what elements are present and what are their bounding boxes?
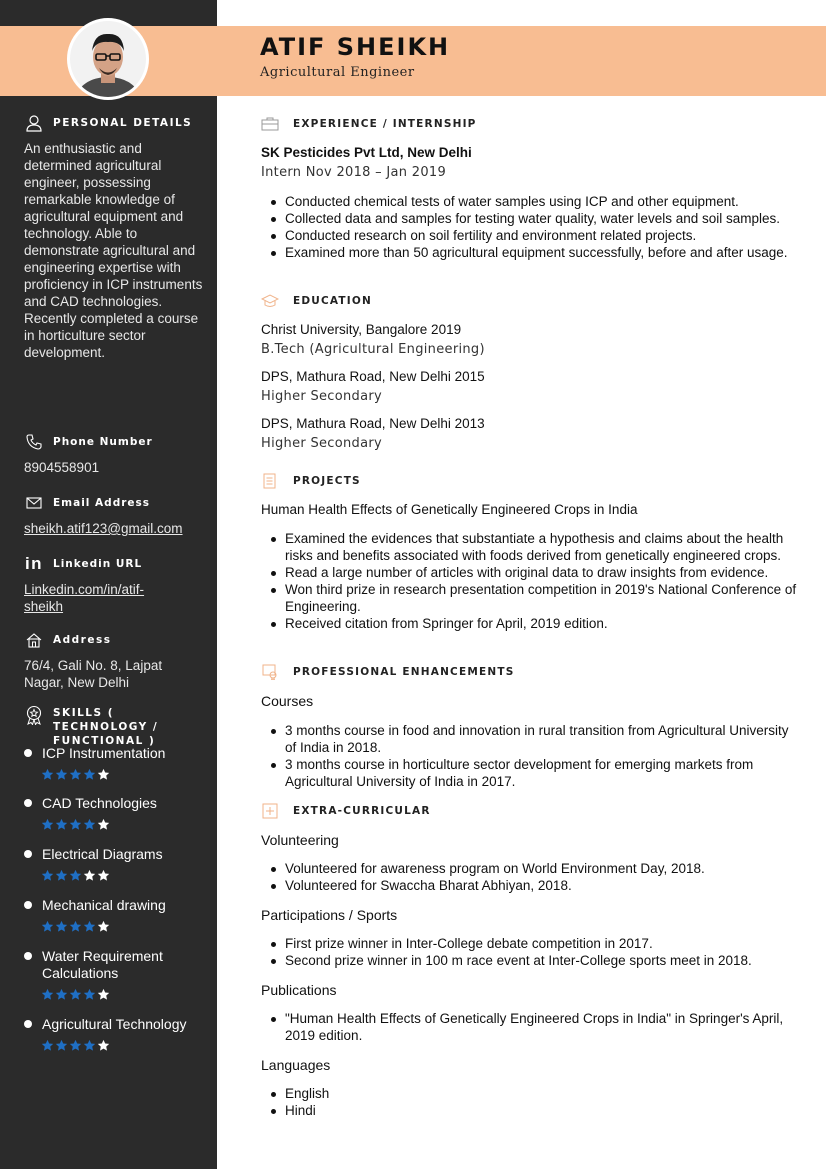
star-filled-icon [83, 1039, 96, 1052]
education-school: DPS, Mathura Road, New Delhi 2015 [261, 369, 485, 384]
star-filled-icon [69, 988, 82, 1001]
education-degree: Higher Secondary [261, 436, 382, 451]
address-value: 76/4, Gali No. 8, Lajpat Nagar, New Delhi [24, 658, 163, 690]
phone-value[interactable]: 8904558901 [24, 460, 100, 475]
star-filled-icon [41, 818, 54, 831]
phone-icon [24, 433, 44, 451]
star-filled-icon [83, 818, 96, 831]
skill-label: Electrical Diagrams [42, 846, 163, 862]
award-icon [24, 706, 44, 724]
bullet-dot [24, 952, 32, 960]
courses-bullets [261, 722, 801, 790]
star-filled-icon [55, 768, 68, 781]
skills-heading-text: SKILLS ( TECHNOLOGY / FUNCTIONAL ) [53, 707, 159, 747]
extracurricular-group-title: Publications [261, 982, 337, 998]
experience-company: SK Pesticides Pvt Ltd, New Delhi [261, 145, 472, 160]
star-filled-icon [83, 768, 96, 781]
education-heading [261, 293, 801, 309]
personal-details-section [24, 114, 204, 361]
star-empty-icon [97, 1039, 110, 1052]
list-item: Hindi [261, 1102, 801, 1119]
star-filled-icon [69, 768, 82, 781]
linkedin-section [24, 555, 204, 615]
extracurricular-groups [261, 832, 801, 1119]
list-item: Won third prize in research presentation competition in 2019's National Conference of Engineering. [261, 581, 801, 615]
education-school: DPS, Mathura Road, New Delhi 2013 [261, 416, 485, 431]
skill-rating [41, 920, 204, 933]
star-filled-icon [83, 988, 96, 1001]
education-heading-text: EDUCATION [293, 295, 373, 307]
star-filled-icon [41, 768, 54, 781]
experience-period: Intern Nov 2018 – Jan 2019 [261, 165, 447, 180]
certificate-icon [261, 664, 279, 680]
extracurricular-section [261, 803, 801, 1119]
education-degree: B.Tech (Agricultural Engineering) [261, 342, 485, 357]
email-section [24, 494, 204, 537]
skill-label: Mechanical drawing [42, 897, 166, 913]
enhancements-section [261, 664, 801, 790]
list-item: Examined more than 50 agricultural equipment successfully, before and after usage. [261, 244, 801, 261]
list-item: Read a large number of articles with original data to draw insights from evidence. [261, 564, 801, 581]
skill-rating [41, 988, 204, 1001]
home-icon [24, 631, 44, 649]
extracurricular-group-title: Participations / Sports [261, 907, 398, 923]
phone-heading [24, 433, 204, 451]
skill-rating [41, 869, 204, 882]
skill-label: Agricultural Technology [42, 1016, 187, 1032]
skill-item [24, 897, 204, 933]
star-filled-icon [69, 920, 82, 933]
extracurricular-bullets [261, 860, 801, 894]
extracurricular-bullets [261, 935, 801, 969]
phone-section [24, 433, 204, 476]
skill-label: ICP Instrumentation [42, 745, 166, 761]
star-filled-icon [69, 818, 82, 831]
email-heading [24, 494, 204, 512]
star-filled-icon [69, 869, 82, 882]
email-link[interactable]: sheikh.atif123@gmail.com [24, 521, 183, 536]
list-item: Received citation from Springer for April, 2019 edition. [261, 615, 801, 632]
bullet-dot [24, 799, 32, 807]
experience-heading [261, 116, 801, 132]
list-item: Conducted chemical tests of water samples using ICP and other equipment. [261, 193, 801, 210]
projects-heading [261, 473, 801, 489]
star-filled-icon [55, 920, 68, 933]
address-section [24, 631, 204, 691]
star-filled-icon [83, 920, 96, 933]
list-item: 3 months course in food and innovation in rural transition from Agricultural University of India in 2018. [261, 722, 801, 756]
education-section [261, 293, 801, 451]
skill-label: CAD Technologies [42, 795, 157, 811]
extracurricular-bullets [261, 1085, 801, 1119]
personal-details-heading [24, 114, 204, 132]
bullet-dot [24, 749, 32, 757]
education-list [261, 322, 801, 451]
star-filled-icon [41, 869, 54, 882]
star-empty-icon [97, 988, 110, 1001]
project-bullets [261, 530, 801, 632]
address-heading [24, 631, 204, 649]
star-filled-icon [55, 869, 68, 882]
bullet-dot [24, 901, 32, 909]
star-empty-icon [97, 768, 110, 781]
graduation-cap-icon [261, 293, 279, 309]
star-filled-icon [55, 988, 68, 1001]
bullet-dot [24, 850, 32, 858]
list-item: Volunteered for Swaccha Bharat Abhiyan, 2018. [261, 877, 801, 894]
skills-section [24, 706, 204, 748]
profile-photo-icon [70, 21, 146, 97]
linkedin-heading [24, 555, 204, 573]
document-icon [261, 473, 279, 489]
star-empty-icon [97, 920, 110, 933]
phone-heading-text: Phone Number [53, 436, 153, 448]
star-filled-icon [41, 1039, 54, 1052]
experience-section [261, 116, 801, 261]
projects-heading-text: PROJECTS [293, 475, 361, 487]
star-filled-icon [55, 818, 68, 831]
personal-summary: An enthusiastic and determined agricultural engineer, possessing remarkable knowledge of agricultural equipment and technology. Able to demonstrate agricultural and engineering expertise with proficiency in ICP instruments and CAD technologies. Recently completed a course in horticulture sector development. [24, 141, 203, 360]
extracurricular-heading-text: EXTRA-CURRICULAR [293, 805, 431, 817]
linkedin-link[interactable]: Linkedin.com/in/atif-sheikh [24, 582, 145, 614]
enhancements-heading [261, 664, 801, 680]
skill-item [24, 745, 204, 781]
plus-box-icon [261, 803, 279, 819]
experience-heading-text: EXPERIENCE / INTERNSHIP [293, 118, 477, 130]
list-item: 3 months course in horticulture sector development for emerging markets from Agricultural University of India in 2017. [261, 756, 801, 790]
skill-item [24, 795, 204, 831]
skill-item [24, 948, 204, 1001]
extracurricular-heading [261, 803, 801, 819]
star-filled-icon [69, 1039, 82, 1052]
skill-item [24, 846, 204, 882]
extracurricular-group-title: Volunteering [261, 832, 339, 848]
education-school: Christ University, Bangalore 2019 [261, 322, 462, 337]
list-item: Collected data and samples for testing water quality, water levels and soil samples. [261, 210, 801, 227]
projects-section [261, 473, 801, 632]
skill-rating [41, 818, 204, 831]
list-item: Examined the evidences that substantiate a hypothesis and claims about the health risks and benefits associated with foods derived from genetically engineered crops. [261, 530, 801, 564]
courses-subheading: Courses [261, 693, 314, 709]
address-heading-text: Address [53, 634, 112, 646]
skills-heading [24, 706, 204, 748]
list-item: Volunteered for awareness program on World Environment Day, 2018. [261, 860, 801, 877]
avatar [67, 18, 149, 100]
list-item: English [261, 1085, 801, 1102]
star-filled-icon [55, 1039, 68, 1052]
star-empty-icon [83, 869, 96, 882]
experience-bullets [261, 193, 801, 261]
skill-item [24, 1016, 204, 1052]
user-icon [24, 114, 44, 132]
list-item: Second prize winner in 100 m race event at Inter-College sports meet in 2018. [261, 952, 801, 969]
project-title: Human Health Effects of Genetically Engineered Crops in India [261, 502, 638, 517]
enhancements-heading-text: PROFESSIONAL ENHANCEMENTS [293, 666, 515, 678]
linkedin-icon: in [24, 554, 44, 573]
star-filled-icon [41, 988, 54, 1001]
bullet-dot [24, 1020, 32, 1028]
briefcase-icon [261, 116, 279, 132]
extracurricular-bullets [261, 1010, 801, 1044]
email-heading-text: Email Address [53, 497, 151, 509]
star-filled-icon [41, 920, 54, 933]
skill-label: Water Requirement Calculations [42, 948, 163, 981]
skill-rating [41, 768, 204, 781]
skill-rating [41, 1039, 204, 1052]
extracurricular-group-title: Languages [261, 1057, 331, 1073]
list-item: "Human Health Effects of Genetically Engineered Crops in India" in Springer's April, 2019 edition. [261, 1010, 801, 1044]
personal-details-heading-text: PERSONAL DETAILS [53, 117, 193, 129]
list-item: Conducted research on soil fertility and environment related projects. [261, 227, 801, 244]
linkedin-heading-text: Linkedin URL [53, 558, 143, 570]
list-item: First prize winner in Inter-College debate competition in 2017. [261, 935, 801, 952]
candidate-name: ATIF SHEIKH [260, 33, 451, 61]
candidate-role: Agricultural Engineer [260, 65, 415, 80]
education-degree: Higher Secondary [261, 389, 382, 404]
star-empty-icon [97, 818, 110, 831]
star-empty-icon [97, 869, 110, 882]
envelope-icon [24, 494, 44, 512]
